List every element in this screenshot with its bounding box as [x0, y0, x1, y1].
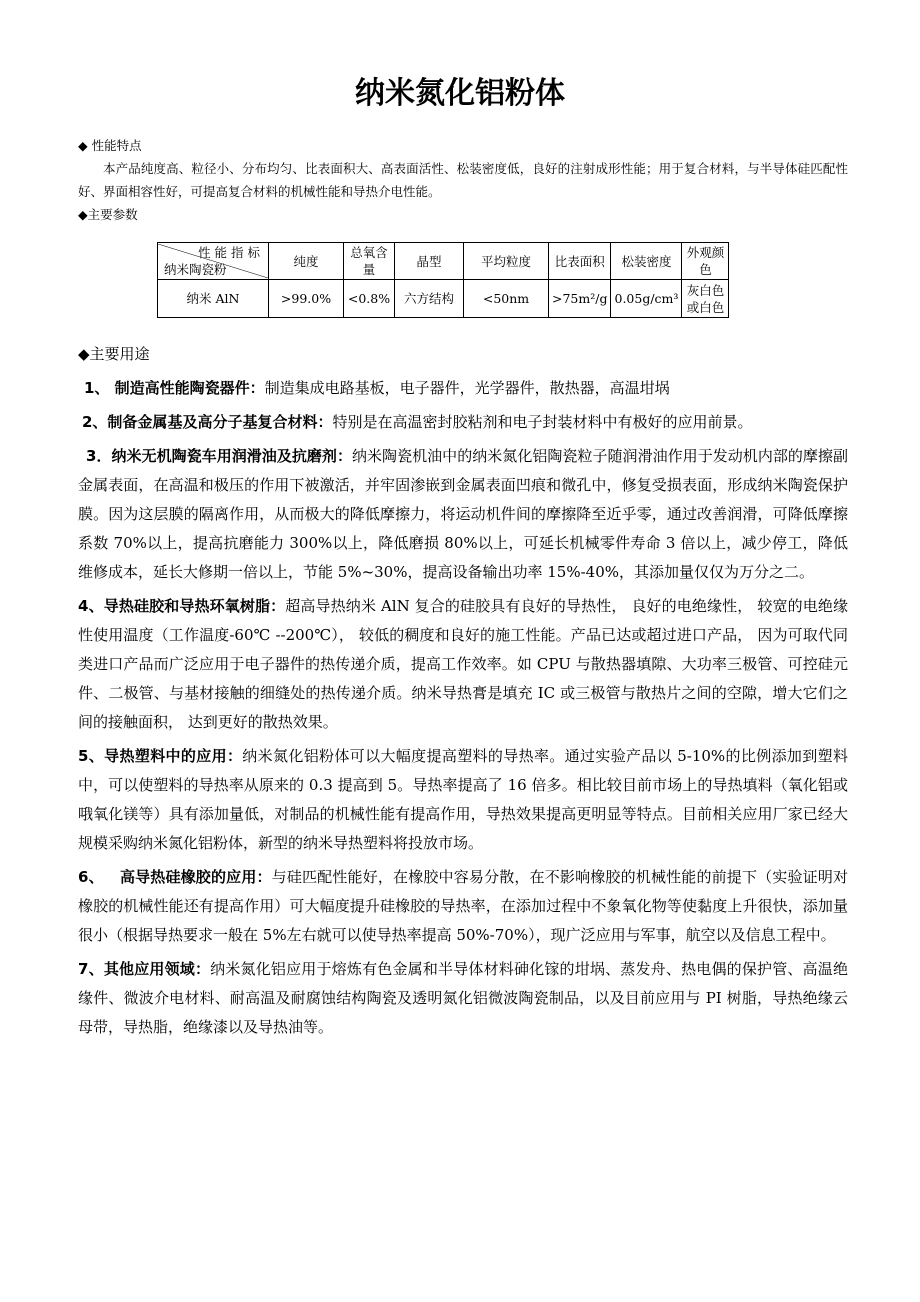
use-item-title: 6、 高导热硅橡胶的应用：: [78, 868, 272, 886]
features-section: [78, 134, 848, 226]
use-item: [78, 863, 848, 950]
use-item-title: 5、导热塑料中的应用：: [78, 747, 243, 765]
use-item-title: 7、其他应用领域：: [78, 960, 211, 978]
page-title: 纳米氮化铝粉体: [355, 76, 565, 111]
table-cell: >75m²/g: [549, 280, 611, 318]
use-item-title: 2、制备金属基及高分子基复合材料：: [82, 413, 333, 431]
header-bottom-label: 纳米陶瓷粉: [164, 262, 227, 277]
use-item-text: 制造集成电路基板，电子器件，光学器件，散热器，高温坩埚: [264, 379, 670, 397]
table-row: [158, 280, 729, 318]
use-item-text: 纳米氮化铝粉体可以大幅度提高塑料的导热率。通过实验产品以 5-10%的比例添加到塑料中，可以使塑料的导热率从原来的 0.3 提高到 5。导热率提高了 16 倍多。相比较目前市场上的导热填料（氧化铝或哦氧化镁等）具有添加量低，对制品的机械性能有提高作用，导热效果提高更明显等特点。目前相关应用厂家已经大规模采购纳米氮化铝粉体，新型的纳米导热塑料将投放市场。: [78, 747, 848, 852]
use-item-text: 纳米陶瓷机油中的纳米氮化铝陶瓷粒子随润滑油作用于发动机内部的摩擦副金属表面，在高温和极压的作用下被激活，并牢固渗嵌到金属表面凹痕和微孔中，修复受损表面，形成纳米陶瓷保护膜。因为这层膜的隔离作用，从而极大的降低摩擦力，将运动机件间的摩擦降至近乎零，通过改善润滑，可降低摩擦系数 70%以上，提高抗磨能力 300%以上，降低磨损 80%以上，可延长机械零件寿命 3 倍以上，减少停工，降低维修成本，延长大修期一倍以上，节能 5%~30%，提高设备输出功率 15%-40%，其添加量仅仅为万分之二。: [78, 447, 848, 581]
column-header: 总氧含量: [344, 243, 395, 280]
table-cell: <0.8%: [344, 280, 395, 318]
use-item: [78, 955, 848, 1042]
row-name: 纳米 AlN: [158, 280, 269, 318]
table-header-row: [158, 243, 729, 280]
features-heading: ◆ 性能特点: [78, 138, 142, 153]
params-table: [157, 242, 729, 318]
use-item: [78, 374, 848, 403]
use-item: [78, 408, 848, 437]
table-cell: 0.05g/cm³: [611, 280, 682, 318]
use-item-title: 1、 制造高性能陶瓷器件：: [84, 379, 265, 397]
column-header: 外观颜色: [682, 243, 729, 280]
table-cell: >99.0%: [269, 280, 344, 318]
uses-section: [78, 340, 848, 1047]
use-item: [78, 592, 848, 737]
diagonal-header-cell: [158, 244, 268, 278]
features-body: 本产品纯度高、粒径小、分布均匀、比表面积大、高表面活性、松装密度低，良好的注射成形性能；用于复合材料，与半导体硅匹配性好、界面相容性好，可提高复合材料的机械性能和导热介电性能。: [78, 161, 848, 199]
column-header: 松装密度: [611, 243, 682, 280]
use-item: [78, 742, 848, 858]
use-item-text: 纳米氮化铝应用于熔炼有色金属和半导体材料砷化镓的坩埚、蒸发舟、热电偶的保护管、高温绝缘件、微波介电材料、耐高温及耐腐蚀结构陶瓷及透明氮化铝微波陶瓷制品，以及目前应用与 PI 树脂，导热绝缘云母带，导热脂，绝缘漆以及导热油等。: [78, 960, 848, 1036]
use-item-text: 与硅匹配性能好，在橡胶中容易分散，在不影响橡胶的机械性能的前提下（实验证明对橡胶的机械性能还有提高作用）可大幅度提升硅橡胶的导热率，在添加过程中不象氧化物等使黏度上升很快，添加量很小（根据导热要求一般在 5%左右就可以使导热率提高 50%-70%），现广泛应用与军事，航空以及信息工程中。: [78, 868, 848, 944]
use-item-text: 超高导热纳米 AlN 复合的硅胶具有良好的导热性， 良好的电绝缘性， 较宽的电绝缘性使用温度（工作温度-60℃ --200℃）， 较低的稠度和良好的施工性能。产品已达或超过进口产品， 因为可取代同类进口产品而广泛应用于电子器件的热传递介质，提高工作效率。如 CPU 与散热器填隙、大功率三极管、可控硅元件、二极管、与基材接触的细缝处的热传递介质。纳米导热膏是填充 IC 或三极管与散热片之间的空隙，增大它们之间的接触面积， 达到更好的散热效果。: [78, 597, 848, 731]
params-heading: ◆主要参数: [78, 207, 138, 222]
column-header: 纯度: [269, 243, 344, 280]
uses-heading: ◆主要用途: [78, 345, 150, 363]
table-cell: 六方结构: [395, 280, 464, 318]
header-top-label: 性 能 指 标: [198, 245, 260, 260]
use-item-text: 特别是在高温密封胶粘剂和电子封装材料中有极好的应用前景。: [332, 413, 753, 431]
use-item-title: 4、导热硅胶和导热环氧树脂：: [78, 597, 286, 615]
column-header: 晶型: [395, 243, 464, 280]
table-cell: <50nm: [464, 280, 549, 318]
column-header: 平均粒度: [464, 243, 549, 280]
use-item: [78, 442, 848, 587]
use-item-title: 3．纳米无机陶瓷车用润滑油及抗磨剂：: [86, 447, 352, 465]
table-cell: 灰白色或白色: [682, 280, 729, 318]
column-header: 比表面积: [549, 243, 611, 280]
